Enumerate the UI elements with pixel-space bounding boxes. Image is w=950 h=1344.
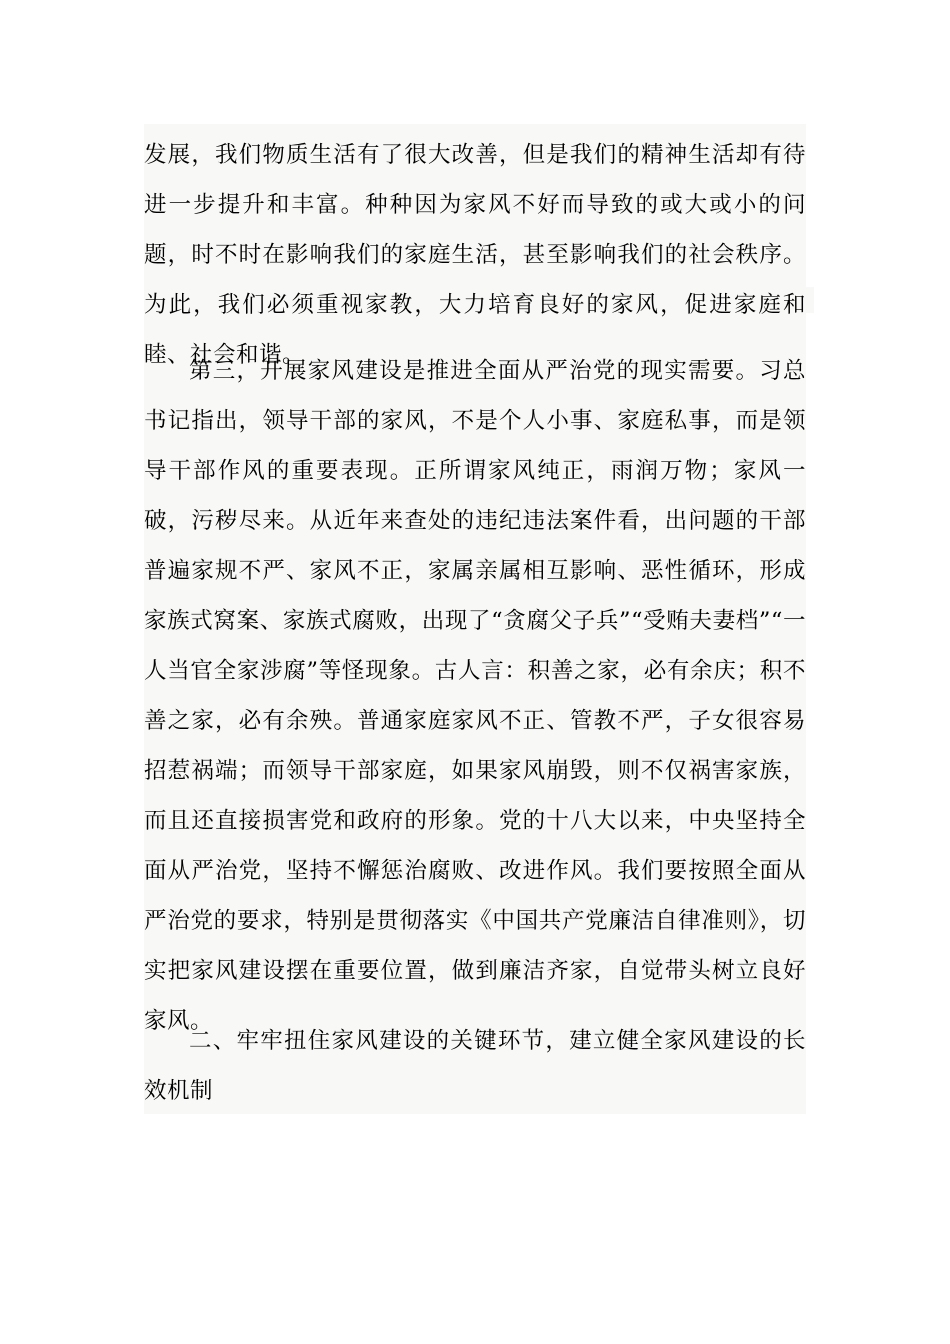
section-heading-two: 二、牢牢扭住家风建设的关键环节，建立健全家风建设的长效机制 [144,1028,806,1104]
paragraph-continuation: 发展，我们物质生活有了很大改善，但是我们的精神生活却有待进一步提升和丰富。种种因为家风不好而导致的或大或小的问题，时不时在影响我们的家庭生活，甚至影响我们的社会秩序。为此，我们必须重视家教，大力培育良好的家风，促进家庭和睦、社会和谐。 [144,142,806,368]
text-block-overhang [806,287,814,313]
paragraph-third-point: 第三，开展家风建设是推进全面从严治党的现实需要。习总书记指出，领导干部的家风，不是个人小事、家庭私事，而是领导干部作风的重要表现。正所谓家风纯正，雨润万物；家风一破，污秽尽来。从近年来查处的违纪违法案件看，出问题的干部普遍家规不严、家风不正，家属亲属相互影响、恶性循环，形成家族式窝案、家族式腐败，出现了“贪腐父子兵”“受贿夫妻档”“一人当官全家涉腐”等怪现象。古人言：积善之家，必有余庆；积不善之家，必有余殃。普通家庭家风不正、管教不严，子女很容易招惹祸端；而领导干部家庭，如果家风崩毁，则不仅祸害家族，而且还直接损害党和政府的形象。党的十八大以来，中央坚持全面从严治党，坚持不懈惩治腐败、改进作风。我们要按照全面从严治党的要求，特别是贯彻落实《中国共产党廉洁自律准则》，切实把家风建设摆在重要位置，做到廉洁齐家，自觉带头树立良好家风。 [144,358,806,1034]
text-block [144,124,806,1114]
